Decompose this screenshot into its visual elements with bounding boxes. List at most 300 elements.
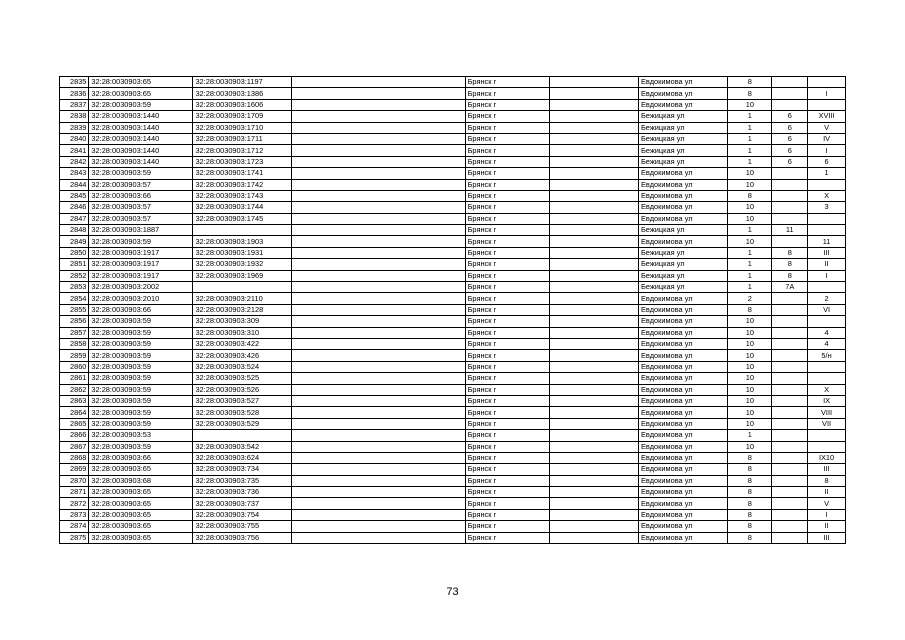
flat-number-cell: 4 — [808, 338, 846, 349]
empty-cell — [549, 430, 638, 441]
building-number-cell: 6 — [772, 145, 808, 156]
empty-cell — [549, 282, 638, 293]
object-number-cell: 32:28:0030903:1386 — [193, 88, 292, 99]
flat-number-cell: VIII — [808, 407, 846, 418]
house-number-cell: 1 — [728, 111, 772, 122]
row-number-cell: 2864 — [60, 407, 89, 418]
city-cell: Брянск г — [465, 225, 549, 236]
house-number-cell: 8 — [728, 532, 772, 543]
cadastral-number-cell: 32:28:0030903:59 — [89, 99, 193, 110]
house-number-cell: 8 — [728, 521, 772, 532]
building-number-cell — [772, 373, 808, 384]
city-cell: Брянск г — [465, 190, 549, 201]
table-row — [60, 327, 846, 338]
row-number-cell: 2839 — [60, 122, 89, 133]
flat-number-cell: I — [808, 509, 846, 520]
flat-number-cell — [808, 213, 846, 224]
table-row — [60, 293, 846, 304]
object-number-cell: 32:28:0030903:1197 — [193, 77, 292, 88]
city-cell: Брянск г — [465, 111, 549, 122]
object-number-cell: 32:28:0030903:524 — [193, 361, 292, 372]
cadastral-number-cell: 32:28:0030903:57 — [89, 202, 193, 213]
row-number-cell: 2850 — [60, 247, 89, 258]
cadastral-number-cell: 32:28:0030903:65 — [89, 532, 193, 543]
object-number-cell: 32:28:0030903:1745 — [193, 213, 292, 224]
street-cell: Бежицкая ул — [638, 156, 727, 167]
empty-cell — [549, 111, 638, 122]
row-number-cell: 2860 — [60, 361, 89, 372]
flat-number-cell: VII — [808, 418, 846, 429]
flat-number-cell: I — [808, 145, 846, 156]
empty-cell — [292, 350, 465, 361]
building-number-cell: 6 — [772, 133, 808, 144]
house-number-cell: 10 — [728, 236, 772, 247]
empty-cell — [292, 395, 465, 406]
building-number-cell — [772, 77, 808, 88]
flat-number-cell — [808, 361, 846, 372]
cadastral-number-cell: 32:28:0030903:66 — [89, 452, 193, 463]
empty-cell — [292, 133, 465, 144]
empty-cell — [292, 509, 465, 520]
city-cell: Брянск г — [465, 236, 549, 247]
building-number-cell — [772, 168, 808, 179]
city-cell: Брянск г — [465, 122, 549, 133]
cadastral-number-cell: 32:28:0030903:59 — [89, 395, 193, 406]
empty-cell — [292, 532, 465, 543]
row-number-cell: 2844 — [60, 179, 89, 190]
flat-number-cell: 11 — [808, 236, 846, 247]
object-number-cell: 32:28:0030903:1710 — [193, 122, 292, 133]
house-number-cell: 2 — [728, 293, 772, 304]
table-row — [60, 202, 846, 213]
street-cell: Евдокимова ул — [638, 521, 727, 532]
table-row — [60, 122, 846, 133]
empty-cell — [292, 168, 465, 179]
empty-cell — [292, 304, 465, 315]
city-cell: Брянск г — [465, 202, 549, 213]
city-cell: Брянск г — [465, 145, 549, 156]
cadastral-number-cell: 32:28:0030903:59 — [89, 338, 193, 349]
building-number-cell: 6 — [772, 111, 808, 122]
cadastral-number-cell: 32:28:0030903:2010 — [89, 293, 193, 304]
cadastral-number-cell: 32:28:0030903:59 — [89, 168, 193, 179]
row-number-cell: 2870 — [60, 475, 89, 486]
city-cell: Брянск г — [465, 521, 549, 532]
empty-cell — [549, 407, 638, 418]
flat-number-cell — [808, 179, 846, 190]
object-number-cell: 32:28:0030903:755 — [193, 521, 292, 532]
empty-cell — [292, 316, 465, 327]
empty-cell — [292, 111, 465, 122]
cadastral-number-cell: 32:28:0030903:59 — [89, 407, 193, 418]
building-number-cell — [772, 487, 808, 498]
building-number-cell — [772, 509, 808, 520]
cadastral-number-cell: 32:28:0030903:59 — [89, 350, 193, 361]
street-cell: Евдокимова ул — [638, 202, 727, 213]
table-row — [60, 521, 846, 532]
street-cell: Евдокимова ул — [638, 441, 727, 452]
row-number-cell: 2849 — [60, 236, 89, 247]
empty-cell — [549, 521, 638, 532]
empty-cell — [549, 293, 638, 304]
flat-number-cell: II — [808, 487, 846, 498]
empty-cell — [292, 122, 465, 133]
object-number-cell: 32:28:0030903:542 — [193, 441, 292, 452]
empty-cell — [549, 304, 638, 315]
object-number-cell: 32:28:0030903:1709 — [193, 111, 292, 122]
building-number-cell — [772, 532, 808, 543]
table-row — [60, 430, 846, 441]
empty-cell — [292, 259, 465, 270]
city-cell: Брянск г — [465, 338, 549, 349]
empty-cell — [549, 475, 638, 486]
city-cell: Брянск г — [465, 464, 549, 475]
house-number-cell: 1 — [728, 122, 772, 133]
row-number-cell: 2868 — [60, 452, 89, 463]
cadastral-number-cell: 32:28:0030903:65 — [89, 77, 193, 88]
row-number-cell: 2853 — [60, 282, 89, 293]
table-row — [60, 236, 846, 247]
object-number-cell: 32:28:0030903:756 — [193, 532, 292, 543]
row-number-cell: 2848 — [60, 225, 89, 236]
empty-cell — [292, 270, 465, 281]
street-cell: Евдокимова ул — [638, 350, 727, 361]
street-cell: Евдокимова ул — [638, 384, 727, 395]
empty-cell — [549, 487, 638, 498]
object-number-cell — [193, 282, 292, 293]
street-cell: Евдокимова ул — [638, 190, 727, 201]
building-number-cell — [772, 430, 808, 441]
flat-number-cell: IV — [808, 133, 846, 144]
street-cell: Бежицкая ул — [638, 225, 727, 236]
house-number-cell: 1 — [728, 133, 772, 144]
house-number-cell: 8 — [728, 509, 772, 520]
flat-number-cell: 2 — [808, 293, 846, 304]
city-cell: Брянск г — [465, 373, 549, 384]
empty-cell — [549, 213, 638, 224]
building-number-cell — [772, 418, 808, 429]
object-number-cell: 32:28:0030903:1742 — [193, 179, 292, 190]
row-number-cell: 2835 — [60, 77, 89, 88]
flat-number-cell: V — [808, 498, 846, 509]
row-number-cell: 2872 — [60, 498, 89, 509]
building-number-cell — [772, 361, 808, 372]
house-number-cell: 10 — [728, 373, 772, 384]
table-row — [60, 407, 846, 418]
empty-cell — [292, 179, 465, 190]
street-cell: Евдокимова ул — [638, 430, 727, 441]
building-number-cell — [772, 452, 808, 463]
cadastral-number-cell: 32:28:0030903:65 — [89, 498, 193, 509]
row-number-cell: 2869 — [60, 464, 89, 475]
street-cell: Евдокимова ул — [638, 236, 727, 247]
empty-cell — [549, 122, 638, 133]
house-number-cell: 8 — [728, 190, 772, 201]
house-number-cell: 8 — [728, 452, 772, 463]
empty-cell — [292, 282, 465, 293]
object-number-cell: 32:28:0030903:1744 — [193, 202, 292, 213]
table-row — [60, 316, 846, 327]
flat-number-cell: 5/н — [808, 350, 846, 361]
flat-number-cell: III — [808, 532, 846, 543]
street-cell: Бежицкая ул — [638, 122, 727, 133]
object-number-cell: 32:28:0030903:1741 — [193, 168, 292, 179]
city-cell: Брянск г — [465, 77, 549, 88]
cadastral-number-cell: 32:28:0030903:1440 — [89, 156, 193, 167]
object-number-cell: 32:28:0030903:737 — [193, 498, 292, 509]
street-cell: Евдокимова ул — [638, 464, 727, 475]
address-register-table — [59, 76, 846, 544]
building-number-cell — [772, 202, 808, 213]
row-number-cell: 2843 — [60, 168, 89, 179]
empty-cell — [549, 259, 638, 270]
table-row — [60, 168, 846, 179]
empty-cell — [549, 316, 638, 327]
house-number-cell: 8 — [728, 88, 772, 99]
empty-cell — [292, 384, 465, 395]
row-number-cell: 2858 — [60, 338, 89, 349]
house-number-cell: 1 — [728, 145, 772, 156]
city-cell: Брянск г — [465, 452, 549, 463]
table-row — [60, 532, 846, 543]
house-number-cell: 1 — [728, 225, 772, 236]
cadastral-number-cell: 32:28:0030903:68 — [89, 475, 193, 486]
table-row — [60, 111, 846, 122]
building-number-cell — [772, 338, 808, 349]
street-cell: Евдокимова ул — [638, 77, 727, 88]
cadastral-number-cell: 32:28:0030903:1917 — [89, 247, 193, 258]
house-number-cell: 10 — [728, 338, 772, 349]
row-number-cell: 2851 — [60, 259, 89, 270]
empty-cell — [292, 430, 465, 441]
row-number-cell: 2836 — [60, 88, 89, 99]
street-cell: Евдокимова ул — [638, 338, 727, 349]
empty-cell — [549, 338, 638, 349]
street-cell: Евдокимова ул — [638, 373, 727, 384]
building-number-cell: 6 — [772, 122, 808, 133]
empty-cell — [549, 247, 638, 258]
building-number-cell: 8 — [772, 247, 808, 258]
city-cell: Брянск г — [465, 247, 549, 258]
building-number-cell — [772, 521, 808, 532]
house-number-cell: 1 — [728, 270, 772, 281]
house-number-cell: 8 — [728, 304, 772, 315]
building-number-cell: 11 — [772, 225, 808, 236]
house-number-cell: 8 — [728, 487, 772, 498]
house-number-cell: 10 — [728, 179, 772, 190]
object-number-cell: 32:28:0030903:1932 — [193, 259, 292, 270]
flat-number-cell: I — [808, 270, 846, 281]
table-row — [60, 498, 846, 509]
flat-number-cell: II — [808, 521, 846, 532]
building-number-cell — [772, 350, 808, 361]
empty-cell — [292, 498, 465, 509]
street-cell: Бежицкая ул — [638, 133, 727, 144]
building-number-cell — [772, 441, 808, 452]
empty-cell — [549, 418, 638, 429]
city-cell: Брянск г — [465, 282, 549, 293]
house-number-cell: 10 — [728, 361, 772, 372]
cadastral-number-cell: 32:28:0030903:59 — [89, 418, 193, 429]
house-number-cell: 10 — [728, 327, 772, 338]
empty-cell — [292, 202, 465, 213]
empty-cell — [292, 338, 465, 349]
house-number-cell: 8 — [728, 464, 772, 475]
building-number-cell: 8 — [772, 270, 808, 281]
object-number-cell: 32:28:0030903:426 — [193, 350, 292, 361]
cadastral-number-cell: 32:28:0030903:53 — [89, 430, 193, 441]
house-number-cell: 10 — [728, 395, 772, 406]
city-cell: Брянск г — [465, 304, 549, 315]
empty-cell — [549, 361, 638, 372]
street-cell: Евдокимова ул — [638, 407, 727, 418]
building-number-cell — [772, 407, 808, 418]
table-row — [60, 247, 846, 258]
building-number-cell — [772, 498, 808, 509]
table-row — [60, 509, 846, 520]
cadastral-number-cell: 32:28:0030903:59 — [89, 373, 193, 384]
empty-cell — [549, 509, 638, 520]
row-number-cell: 2847 — [60, 213, 89, 224]
empty-cell — [549, 77, 638, 88]
empty-cell — [292, 373, 465, 384]
row-number-cell: 2837 — [60, 99, 89, 110]
empty-cell — [292, 452, 465, 463]
city-cell: Брянск г — [465, 168, 549, 179]
empty-cell — [549, 373, 638, 384]
flat-number-cell: IX — [808, 395, 846, 406]
city-cell: Брянск г — [465, 407, 549, 418]
building-number-cell — [772, 327, 808, 338]
table-row — [60, 225, 846, 236]
city-cell: Брянск г — [465, 293, 549, 304]
building-number-cell — [772, 304, 808, 315]
empty-cell — [549, 99, 638, 110]
empty-cell — [549, 156, 638, 167]
cadastral-number-cell: 32:28:0030903:66 — [89, 190, 193, 201]
empty-cell — [292, 418, 465, 429]
object-number-cell: 32:28:0030903:734 — [193, 464, 292, 475]
flat-number-cell — [808, 441, 846, 452]
row-number-cell: 2859 — [60, 350, 89, 361]
empty-cell — [292, 521, 465, 532]
row-number-cell: 2852 — [60, 270, 89, 281]
street-cell: Евдокимова ул — [638, 99, 727, 110]
cadastral-number-cell: 32:28:0030903:59 — [89, 316, 193, 327]
table-row — [60, 156, 846, 167]
empty-cell — [292, 236, 465, 247]
city-cell: Брянск г — [465, 487, 549, 498]
house-number-cell: 10 — [728, 350, 772, 361]
cadastral-number-cell: 32:28:0030903:1887 — [89, 225, 193, 236]
table-row — [60, 441, 846, 452]
object-number-cell — [193, 225, 292, 236]
table-row — [60, 88, 846, 99]
empty-cell — [549, 350, 638, 361]
house-number-cell: 10 — [728, 384, 772, 395]
object-number-cell: 32:28:0030903:309 — [193, 316, 292, 327]
street-cell: Евдокимова ул — [638, 361, 727, 372]
object-number-cell: 32:28:0030903:310 — [193, 327, 292, 338]
table-row — [60, 452, 846, 463]
cadastral-number-cell: 32:28:0030903:1440 — [89, 145, 193, 156]
cadastral-number-cell: 32:28:0030903:1440 — [89, 111, 193, 122]
city-cell: Брянск г — [465, 395, 549, 406]
empty-cell — [292, 190, 465, 201]
city-cell: Брянск г — [465, 361, 549, 372]
city-cell: Брянск г — [465, 327, 549, 338]
street-cell: Евдокимова ул — [638, 452, 727, 463]
row-number-cell: 2846 — [60, 202, 89, 213]
object-number-cell: 32:28:0030903:1969 — [193, 270, 292, 281]
flat-number-cell: 1 — [808, 168, 846, 179]
table-row — [60, 259, 846, 270]
object-number-cell: 32:28:0030903:735 — [193, 475, 292, 486]
object-number-cell: 32:28:0030903:2128 — [193, 304, 292, 315]
cadastral-number-cell: 32:28:0030903:65 — [89, 88, 193, 99]
house-number-cell: 8 — [728, 77, 772, 88]
empty-cell — [292, 77, 465, 88]
cadastral-number-cell: 32:28:0030903:57 — [89, 213, 193, 224]
building-number-cell: 6 — [772, 156, 808, 167]
cadastral-number-cell: 32:28:0030903:65 — [89, 487, 193, 498]
flat-number-cell: 8 — [808, 475, 846, 486]
street-cell: Бежицкая ул — [638, 111, 727, 122]
city-cell: Брянск г — [465, 156, 549, 167]
cadastral-number-cell: 32:28:0030903:65 — [89, 464, 193, 475]
building-number-cell — [772, 464, 808, 475]
house-number-cell: 10 — [728, 418, 772, 429]
empty-cell — [292, 99, 465, 110]
house-number-cell: 10 — [728, 441, 772, 452]
table-row — [60, 373, 846, 384]
cadastral-number-cell: 32:28:0030903:65 — [89, 509, 193, 520]
row-number-cell: 2873 — [60, 509, 89, 520]
street-cell: Бежицкая ул — [638, 282, 727, 293]
object-number-cell: 32:28:0030903:528 — [193, 407, 292, 418]
row-number-cell: 2845 — [60, 190, 89, 201]
flat-number-cell: XVIII — [808, 111, 846, 122]
street-cell: Евдокимова ул — [638, 475, 727, 486]
row-number-cell: 2842 — [60, 156, 89, 167]
row-number-cell: 2862 — [60, 384, 89, 395]
empty-cell — [549, 145, 638, 156]
row-number-cell: 2875 — [60, 532, 89, 543]
object-number-cell — [193, 430, 292, 441]
cadastral-number-cell: 32:28:0030903:1440 — [89, 133, 193, 144]
table-row — [60, 179, 846, 190]
empty-cell — [549, 202, 638, 213]
empty-cell — [292, 475, 465, 486]
street-cell: Евдокимова ул — [638, 168, 727, 179]
object-number-cell: 32:28:0030903:736 — [193, 487, 292, 498]
flat-number-cell: VI — [808, 304, 846, 315]
flat-number-cell: III — [808, 247, 846, 258]
building-number-cell: 7А — [772, 282, 808, 293]
table-row — [60, 395, 846, 406]
empty-cell — [549, 236, 638, 247]
cadastral-number-cell: 32:28:0030903:1917 — [89, 259, 193, 270]
city-cell: Брянск г — [465, 475, 549, 486]
cadastral-number-cell: 32:28:0030903:59 — [89, 327, 193, 338]
flat-number-cell: 4 — [808, 327, 846, 338]
street-cell: Евдокимова ул — [638, 213, 727, 224]
house-number-cell: 10 — [728, 202, 772, 213]
row-number-cell: 2857 — [60, 327, 89, 338]
empty-cell — [549, 179, 638, 190]
building-number-cell — [772, 213, 808, 224]
row-number-cell: 2871 — [60, 487, 89, 498]
